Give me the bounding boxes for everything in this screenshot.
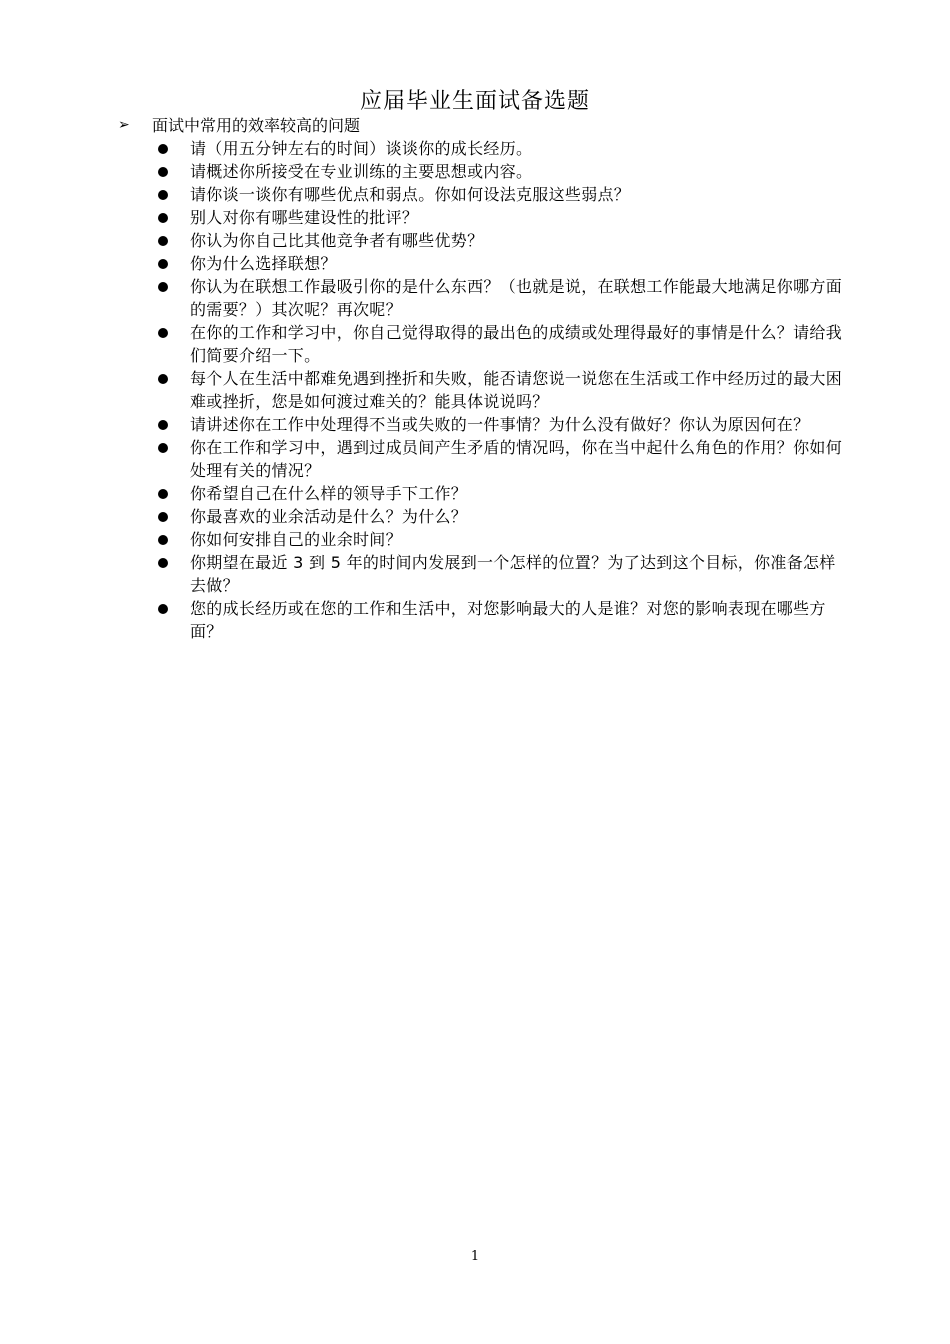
list-item	[118, 229, 848, 252]
question-text: 你最喜欢的业余活动是什么？为什么？	[190, 507, 468, 526]
question-text: 你期望在最近 3 到 5 年的时间内发展到一个怎样的位置？为了达到这个目标，你准备怎样去做？	[190, 553, 836, 595]
list-item	[118, 436, 848, 482]
bullet-icon	[118, 413, 190, 436]
list-item	[118, 160, 848, 183]
bullet-icon	[118, 505, 190, 528]
list-item	[118, 367, 848, 413]
list-item	[118, 505, 848, 528]
list-item	[118, 321, 848, 367]
question-text: 你为什么选择联想？	[190, 254, 337, 273]
list-item	[118, 275, 848, 321]
bullet-icon	[118, 551, 190, 574]
list-item	[118, 137, 848, 160]
bullet-icon	[118, 160, 190, 183]
list-item	[118, 183, 848, 206]
list-item	[118, 528, 848, 551]
bullet-icon	[118, 367, 190, 390]
page-number: 1	[470, 1249, 480, 1264]
question-section	[118, 114, 848, 643]
bullet-icon	[118, 252, 190, 275]
question-text: 请（用五分钟左右的时间）谈谈你的成长经历。	[190, 139, 533, 158]
arrow-right-icon: ➢	[118, 117, 130, 133]
question-text: 你在工作和学习中，遇到过成员间产生矛盾的情况吗，你在当中起什么角色的作用？你如何处理有关的情况？	[190, 438, 843, 480]
bullet-icon	[118, 597, 190, 620]
list-item	[118, 206, 848, 229]
list-item	[118, 597, 848, 643]
bullet-icon	[118, 137, 190, 160]
bullet-icon	[118, 275, 190, 298]
question-text: 每个人在生活中都难免遇到挫折和失败，能否请您说一说您在生活或工作中经历过的最大困难或挫折，您是如何渡过难关的？能具体说说吗？	[190, 369, 843, 411]
question-text: 别人对你有哪些建设性的批评？	[190, 208, 419, 227]
bullet-icon	[118, 482, 190, 505]
list-item	[118, 413, 848, 436]
question-text: 在你的工作和学习中，你自己觉得取得的最出色的成绩或处理得最好的事情是什么？请给我们简要介绍一下。	[190, 323, 843, 365]
bullet-icon	[118, 206, 190, 229]
bullet-icon	[118, 229, 190, 252]
question-text: 您的成长经历或在您的工作和生活中，对您影响最大的人是谁？对您的影响表现在哪些方面？	[190, 599, 826, 641]
section-heading-text: 面试中常用的效率较高的问题	[152, 116, 361, 135]
list-item	[118, 551, 848, 597]
document-title: 应届毕业生面试备选题	[359, 89, 590, 114]
bullet-icon	[118, 183, 190, 206]
question-text: 你如何安排自己的业余时间？	[190, 530, 402, 549]
list-item	[118, 482, 848, 505]
bullet-icon	[118, 436, 190, 459]
question-text: 请讲述你在工作中处理得不当或失败的一件事情？为什么没有做好？你认为原因何在？	[190, 415, 810, 434]
question-text: 你认为在联想工作最吸引你的是什么东西？（也就是说，在联想工作能最大地满足你哪方面的需要？）其次呢？再次呢？	[190, 277, 843, 319]
question-text: 你希望自己在什么样的领导手下工作？	[190, 484, 468, 503]
question-text: 请概述你所接受在专业训练的主要思想或内容。	[190, 162, 533, 181]
bullet-icon	[118, 321, 190, 344]
section-heading	[118, 114, 848, 137]
question-list	[118, 137, 848, 643]
question-text: 请你谈一谈你有哪些优点和弱点。你如何设法克服这些弱点？	[190, 185, 631, 204]
question-text: 你认为你自己比其他竞争者有哪些优势？	[190, 231, 484, 250]
bullet-icon	[118, 528, 190, 551]
list-item	[118, 252, 848, 275]
